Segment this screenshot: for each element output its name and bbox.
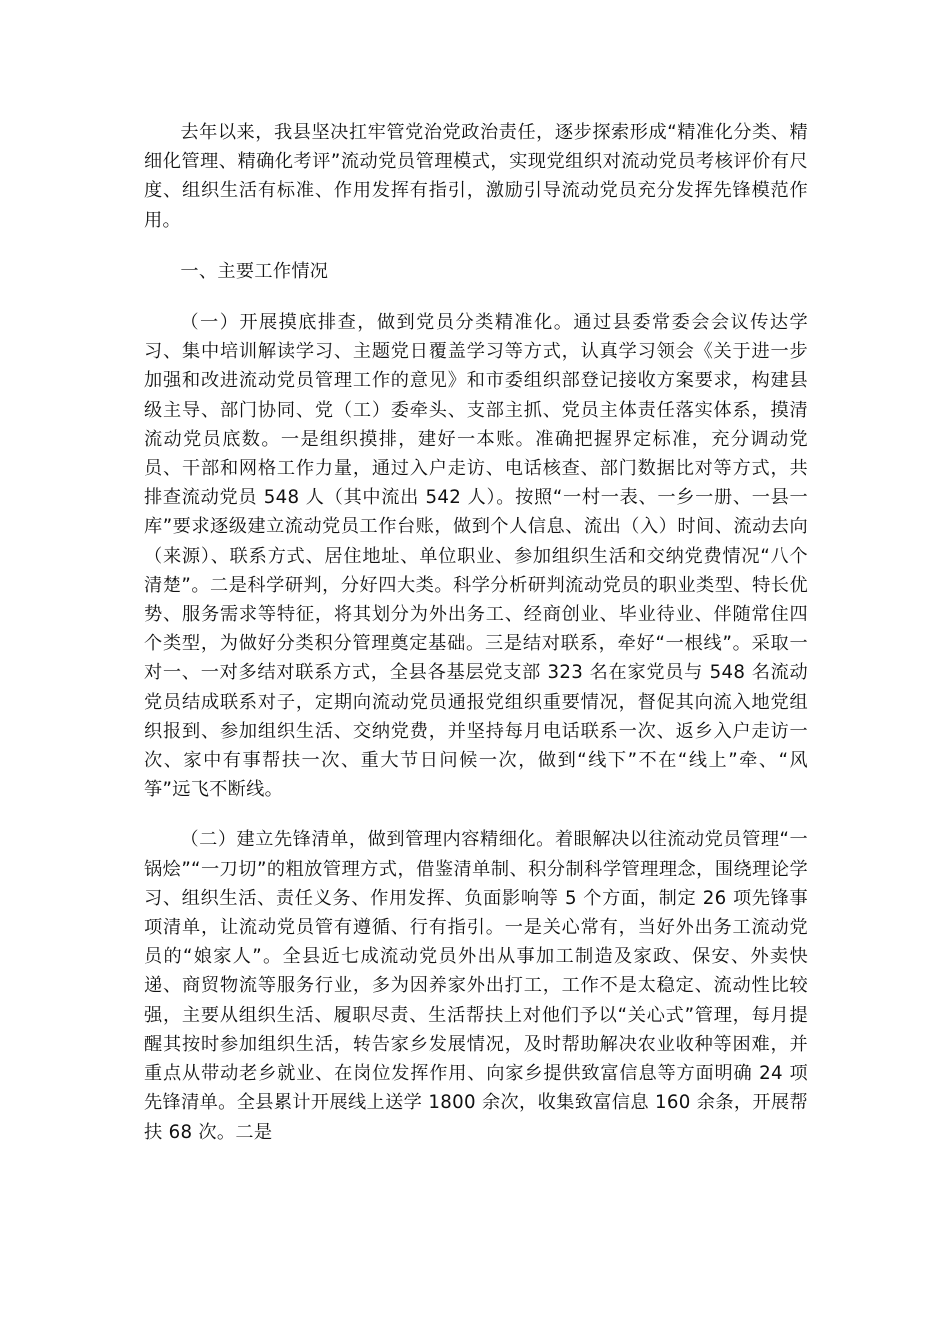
section-2-paragraph: （二）建立先锋清单，做到管理内容精细化。着眼解决以往流动党员管理“一锅烩”“一刀切”的粗放管理方式，借鉴清单制、积分制科学管理理念，围绕理论学习、组织生活、责任义务、作用发挥、负面影响等 5 个方面，制定 26 项先锋事项清单，让流动党员管有遵循、行有指引。一是关心常有，当好外出务工流动党员的“娘家人”。全县近七成流动党员外出从事加工制造及家政、保安、外卖快递、商贸物流等服务行业，多为因养家外出打工，工作不是太稳定、流动性比较强，主要从组织生活、履职尽责、生活帮扶上对他们予以“关心式”管理，每月提醒其按时参加组织生活，转告家乡发展情况，及时帮助解决农业收种等困难，并重点从带动老乡就业、在岗位发挥作用、向家乡提供致富信息等方面明确 24 项先锋清单。全县累计开展线上送学 1800 余次，收集致富信息 160 余条，开展帮扶 68 次。二是 bbox=[144, 829, 808, 1143]
section-heading: 一、主要工作情况 bbox=[180, 260, 329, 282]
section-1-paragraph: （一）开展摸底排查，做到党员分类精准化。通过县委常委会会议传达学习、集中培训解读学习、主题党日覆盖学习等方式，认真学习领会《关于进一步加强和改进流动党员管理工作的意见》和市委组织部登记接收方案要求，构建县级主导、部门协同、党（工）委牵头、支部主抓、党员主体责任落实体系，摸清流动党员底数。一是组织摸排，建好一本账。准确把握界定标准，充分调动党员、干部和网格工作力量，通过入户走访、电话核查、部门数据比对等方式，共排查流动党员 548 人（其中流出 542 人）。按照“一村一表、一乡一册、一县一库”要求逐级建立流动党员工作台账，做到个人信息、流出（入）时间、流动去向（来源）、联系方式、居住地址、单位职业、参加组织生活和交纳党费情况“八个清楚”。二是科学研判，分好四大类。科学分析研判流动党员的职业类型、特长优势、服务需求等特征，将其划分为外出务工、经商创业、毕业待业、伴随常住四个类型，为做好分类积分管理奠定基础。三是结对联系，牵好“一根线”。采取一对一、一对多结对联系方式，全县各基层党支部 323 名在家党员与 548 名流动党员结成联系对子，定期向流动党员通报党组织重要情况，督促其向流入地党组织报到、参加组织生活、交纳党费，并坚持每月电话联系一次、返乡入户走访一次、家中有事帮扶一次、重大节日问候一次，做到“线下”不在“线上”牵、“风筝”远飞不断线。 bbox=[144, 312, 808, 801]
document-page bbox=[144, 118, 808, 1147]
intro-paragraph: 去年以来，我县坚决扛牢管党治党政治责任，逐步探索形成“精准化分类、精细化管理、精确化考评”流动党员管理模式，实现党组织对流动党员考核评价有尺度、组织生活有标准、作用发挥有指引，激励引导流动党员充分发挥先锋模范作用。 bbox=[144, 122, 808, 231]
